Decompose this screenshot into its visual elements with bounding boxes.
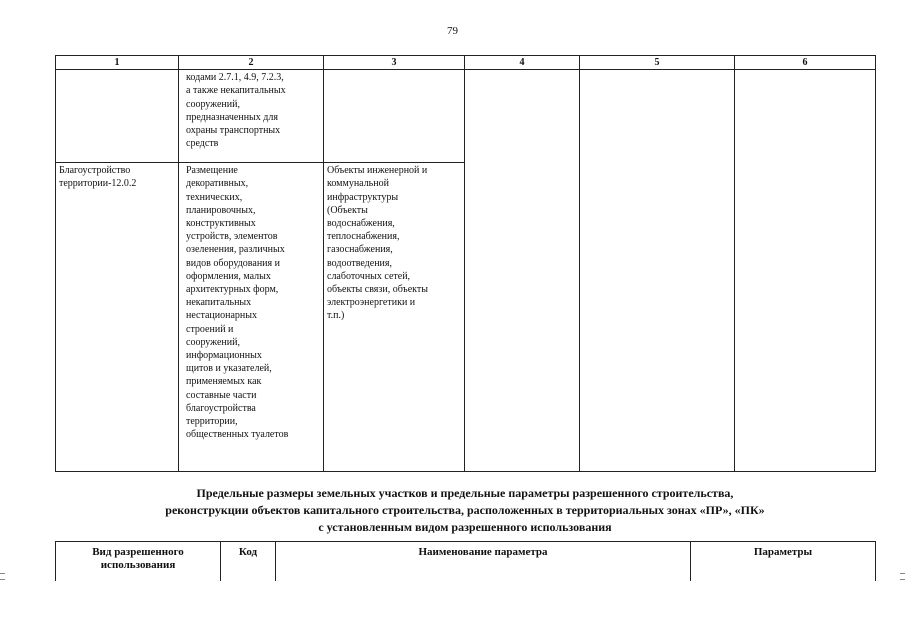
margin-marker — [0, 579, 5, 580]
cell-text-line: строений и — [186, 323, 234, 335]
cell-text-line: щитов и указателей, — [186, 363, 272, 375]
cell-text-line: а также некапитальных — [186, 85, 286, 97]
table-cell — [179, 163, 324, 472]
cell-text-line: предназначенных для — [186, 111, 278, 123]
cell-text-line: конструктивных — [186, 218, 256, 230]
cell-text-line: Благоустройство — [59, 165, 131, 177]
cell-text-line: благоустройства — [186, 402, 256, 414]
margin-marker — [900, 579, 905, 580]
column-header: Параметры — [691, 542, 876, 582]
column-header: Наименование параметра — [276, 542, 691, 582]
table-cell — [580, 70, 735, 472]
section-title-line: с установленным видом разрешенного использования — [318, 520, 612, 534]
table-row — [56, 70, 876, 163]
cell-text-line: т.п.) — [327, 310, 345, 322]
column-header: 6 — [735, 56, 876, 70]
cell-text-line: видов оборудования и — [186, 257, 280, 269]
column-header: 1 — [56, 56, 179, 70]
column-header: 5 — [580, 56, 735, 70]
table-cell — [324, 163, 465, 472]
section-title-line: Предельные размеры земельных участков и предельные параметры разрешенного строительства, — [196, 486, 734, 500]
cell-text-line: теплоснабжения, — [327, 231, 400, 243]
cell-text-line: территории-12.0.2 — [59, 178, 137, 190]
cell-text-line: слаботочных сетей, — [327, 270, 411, 282]
table-cell — [179, 70, 324, 163]
cell-text-line: нестационарных — [186, 310, 257, 322]
cell-text-line: объекты связи, объекты — [327, 284, 428, 296]
cell-text-line: территории, — [186, 416, 238, 428]
column-header: Вид разрешенного использования — [56, 542, 221, 582]
cell-text-line: Объекты инженерной и — [327, 165, 428, 177]
cell-text-line: применяемых как — [186, 376, 262, 388]
cell-text-line: общественных туалетов — [186, 429, 289, 441]
cell-text-line: информационных — [186, 350, 262, 362]
cell-text-line: сооружений, — [186, 336, 240, 348]
column-header: Код — [221, 542, 276, 582]
cell-text-line: кодами 2.7.1, 4.9, 7.2.3, — [186, 72, 284, 84]
cell-text-line: (Объекты — [327, 204, 368, 216]
cell-text-line: сооружений, — [186, 98, 240, 110]
cell-text-line: электроэнергетики и — [327, 297, 416, 309]
section-title-line: реконструкции объектов капитального строительства, расположенных в территориальных зонах «ПР», «ПК» — [165, 503, 765, 517]
cell-text-line: Размещение — [186, 165, 238, 177]
section-title — [55, 485, 875, 536]
cell-text-line: планировочных, — [186, 204, 256, 216]
cell-text-line: охраны транспортных — [186, 125, 281, 137]
cell-text-line: составные части — [186, 389, 257, 401]
table-cell — [324, 70, 465, 163]
cell-text-line: газоснабжения, — [327, 244, 393, 256]
table-cell — [56, 70, 179, 163]
cell-text-line: декоративных, — [186, 178, 249, 190]
table-header-row — [56, 542, 876, 582]
cell-text-line: инфраструктуры — [327, 191, 399, 203]
cell-text-line: оформления, малых — [186, 270, 271, 282]
cell-text-line: устройств, элементов — [186, 231, 278, 243]
cell-text-line: водоснабжения, — [327, 218, 395, 230]
margin-marker — [0, 573, 5, 574]
table-header-row — [56, 56, 876, 70]
cell-text-line: средств — [186, 138, 219, 150]
parameters-table — [55, 541, 876, 581]
cell-text-line: озеленения, различных — [186, 244, 285, 256]
permitted-use-table — [55, 55, 876, 472]
cell-text-line: технических, — [186, 191, 243, 203]
cell-text-line: некапитальных — [186, 297, 252, 309]
cell-text-line: архитектурных форм, — [186, 284, 279, 296]
table-cell — [465, 70, 580, 472]
table-cell — [56, 163, 179, 472]
column-header: 4 — [465, 56, 580, 70]
table-cell — [735, 70, 876, 472]
cell-text-line: водоотведения, — [327, 257, 392, 269]
column-header: 2 — [179, 56, 324, 70]
page-number: 79 — [447, 25, 458, 37]
margin-marker — [900, 573, 905, 574]
column-header: 3 — [324, 56, 465, 70]
cell-text-line: коммунальной — [327, 178, 389, 190]
